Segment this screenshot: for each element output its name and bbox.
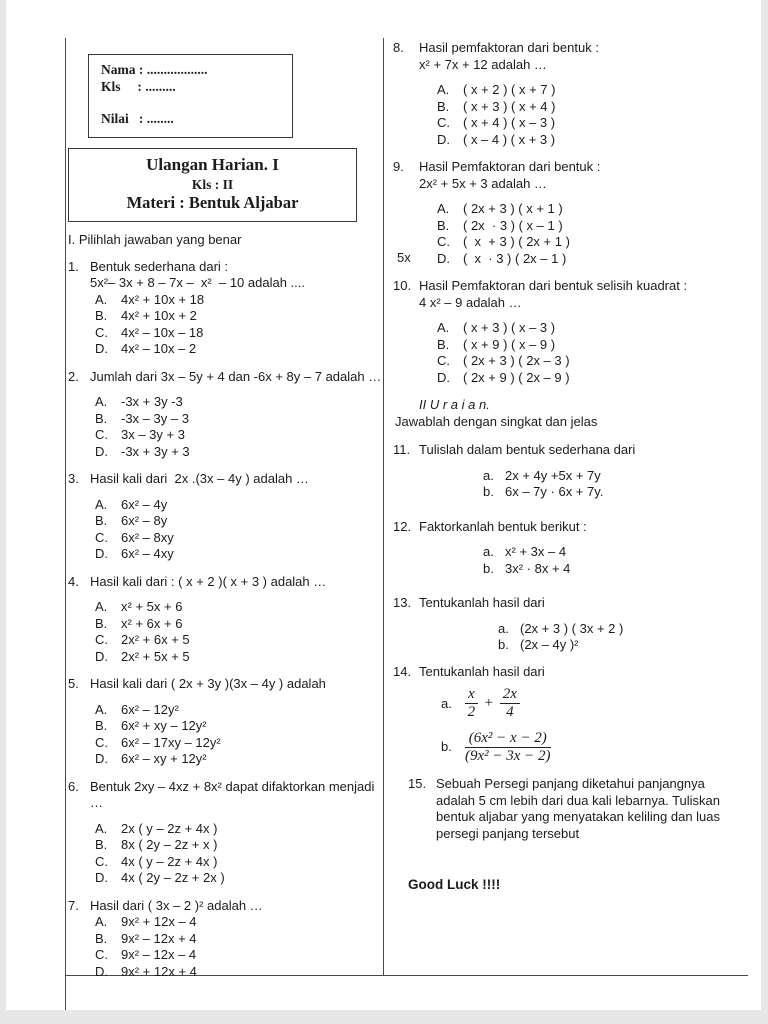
question-11 [393,442,747,501]
student-info-box [88,54,293,138]
option-letter: C. [95,427,108,443]
question-stem: Faktorkanlah bentuk berikut : [419,518,587,534]
sub-item-letter: b. [483,484,494,499]
sub-item-a [483,468,747,485]
question-stem: Bentuk sederhana dari : [90,258,229,274]
sub-item-text: (2x + 3 ) ( 3x + 2 ) [520,620,624,636]
question-stem: Hasil kali dari : ( x + 2 )( x + 3 ) adalah … [90,573,327,589]
option-letter: D. [437,250,450,266]
option-c [95,854,383,871]
sub-item-a [498,621,747,638]
option-d [95,341,383,358]
option-text: 8x ( 2y – 2z + x ) [121,837,218,853]
option-letter: A. [95,394,108,410]
question-15 [393,776,747,842]
fraction-numerator: (6x² − x − 2) [465,730,551,748]
question-10 [393,278,747,386]
question-number: 5. [68,676,79,692]
option-letter: C. [95,734,108,750]
kls-field: Kls : ......... [101,79,176,95]
option-letter: B. [437,217,450,233]
question-7 [68,898,383,981]
question-text: Sebuah Persegi panjang diketahui panjangnya adalah 5 cm lebih dari dua kali lebarnya. Tuliskan bentuk aljabar yang menyatakan keliling dan luas persegi panjang tersebut [436,776,721,841]
option-letter: D. [95,443,108,459]
sub-item-a [483,544,747,561]
question-stem: Hasil kali dari ( 2x + 3y )(3x – 4y ) adalah [90,676,326,692]
sub-item-letter: a. [498,620,509,636]
question-stem: Tulislah dalam bentuk sederhana dari [419,442,636,457]
options-list [437,320,747,386]
option-a [437,82,747,99]
option-text: ( x – 4 ) ( x + 3 ) [463,131,556,147]
option-letter: A. [95,914,108,930]
option-c [437,234,747,251]
option-d [95,751,383,768]
option-b [95,718,383,735]
option-letter: B. [95,308,108,324]
option-letter: B. [95,837,108,853]
option-text: x² + 6x + 6 [121,615,183,631]
option-letter: C. [95,632,108,648]
option-letter: D. [95,963,108,979]
option-text: ( x + 4 ) ( x – 3 ) [463,115,556,130]
question-stem: Hasil kali dari 2x .(3x – 4y ) adalah … [90,471,309,487]
option-letter: A. [437,320,450,335]
option-b [95,837,383,854]
option-a [437,320,747,337]
option-text: 9x² + 12x + 4 [121,963,197,979]
plus-operator: + [483,695,494,712]
question-number: 3. [68,471,79,487]
question-13 [393,595,747,654]
option-a [95,394,383,411]
option-d [95,546,383,563]
question-2 [68,369,383,461]
option-text: ( 2x + 3 ) ( x + 1 ) [463,201,563,216]
fraction [465,686,478,722]
option-text: 2x ( y – 2z + 4x ) [121,820,218,836]
question-8 [393,40,747,148]
margin-note: 5x [397,249,411,265]
option-b [95,308,383,325]
option-letter: C. [437,115,450,130]
sub-item-letter: a. [441,695,452,711]
option-text: ( x + 3 ) ( x – 3 ) [463,320,556,335]
options-list [95,599,383,665]
option-text: x² + 5x + 6 [121,599,183,615]
option-text: ( x + 9 ) ( x – 9 ) [463,336,556,352]
worksheet-page [6,0,761,1010]
option-letter: D. [95,546,108,562]
option-text: 6x² – 8xy [121,529,174,545]
option-text: 2x² + 6x + 5 [121,632,190,648]
options-list [95,821,383,887]
section-2-heading: II U r a i a n. [419,397,490,412]
title-box [68,148,357,222]
options-list [95,292,383,358]
option-d [95,649,383,666]
sub-item-text: 6x – 7y · 6x + 7y. [505,484,604,499]
sub-items [483,544,747,577]
option-d [437,251,747,268]
question-number: 15. [408,776,427,791]
option-letter: B. [95,930,108,946]
option-text: -3x + 3y + 3 [121,443,190,459]
question-stem: Hasil pemfaktoran dari bentuk : [419,40,599,55]
sub-items [498,621,747,654]
option-d [95,444,383,461]
option-letter: B. [95,615,108,631]
section-2-instruction: Jawablah dengan singkat dan jelas [395,413,598,429]
option-b [95,616,383,633]
options-list [397,201,747,267]
option-a [95,292,383,309]
option-letter: D. [437,131,450,147]
section-1-heading: I. Pilihlah jawaban yang benar [68,232,242,248]
option-letter: B. [437,336,450,352]
option-letter: A. [437,201,450,216]
option-text: ( x + 3 ) ( x + 4 ) [463,98,556,114]
option-text: 3x – 3y + 3 [121,427,185,443]
question-stem: Bentuk 2xy – 4xz + 8x² dapat difaktorkan menjadi … [90,778,378,811]
option-d [95,870,383,887]
option-letter: A. [95,496,108,512]
option-a [95,821,383,838]
option-letter: A. [95,701,108,717]
fraction-denominator: 2 [467,704,476,721]
question-stem-continued: 4 x² – 9 adalah … [419,294,522,310]
option-letter: B. [95,718,108,734]
sub-item-letter: a. [483,467,494,483]
option-b [437,337,747,354]
option-b [437,218,747,235]
question-1 [68,259,383,358]
option-text: ( x + 3 ) ( 2x + 1 ) [463,234,570,249]
exam-class: Kls : II [191,177,234,192]
question-stem: Hasil Pemfaktoran dari bentuk selisih kuadrat : [419,278,688,293]
question-number: 9. [393,159,404,174]
option-a [95,599,383,616]
question-stem: Jumlah dari 3x – 5y + 4 dan -6x + 8y – 7 adalah … [90,368,382,384]
option-b [437,99,747,116]
option-c [95,530,383,547]
option-text: 9x² – 12x + 4 [121,930,197,946]
question-stem-continued: x² + 7x + 12 adalah … [419,56,547,72]
question-number: 8. [393,40,404,55]
option-text: 6x² – 17xy – 12y² [121,734,221,750]
fraction-denominator: 4 [506,704,514,721]
option-text: 2x² + 5x + 5 [121,648,190,664]
option-text: 6x² – 12y² [121,701,179,717]
option-letter: B. [95,410,108,426]
question-6 [68,779,383,887]
sub-item-text: (2x – 4y )² [520,637,579,652]
column-divider-line [383,38,384,975]
option-letter: D. [95,870,108,886]
option-c [95,947,383,964]
option-letter: C. [95,947,108,963]
option-b [95,513,383,530]
question-9 [393,159,747,267]
option-text: 4x ( 2y – 2z + 2x ) [121,870,225,886]
options-list [95,702,383,768]
question-number: 14. [393,663,412,679]
question-number: 13. [393,595,412,610]
sub-items [483,468,747,501]
option-text: -3x + 3y -3 [121,394,183,410]
sub-item-letter: b. [441,739,452,754]
option-letter: D. [437,369,450,385]
nama-field: Nama : .................. [101,62,208,77]
option-text: 9x² + 12x – 4 [121,914,197,930]
question-number: 7. [68,897,79,913]
option-letter: C. [95,324,108,340]
sub-item-b-math [441,730,747,766]
options-list [95,497,383,563]
option-b [95,411,383,428]
sub-item-b [483,561,747,578]
question-number: 1. [68,258,79,274]
sub-item-letter: a. [483,544,494,559]
option-a [95,497,383,514]
option-a [95,914,383,931]
option-text: 4x² – 10x – 2 [121,341,197,357]
option-text: 6x² – 4y [121,496,168,512]
option-c [437,353,747,370]
option-d [95,964,383,981]
question-stem: Hasil dari ( 3x – 2 )² adalah … [90,897,263,913]
option-c [437,115,747,132]
option-letter: B. [95,513,108,529]
option-letter: D. [95,648,108,664]
option-text: ( 2x + 9 ) ( 2x – 9 ) [463,369,570,385]
question-14 [393,664,747,766]
sub-item-text: 2x + 4y +5x + 7y [505,467,601,483]
option-letter: A. [95,820,108,836]
nilai-field: Nilai : ........ [101,111,174,127]
question-number: 11. [393,442,411,457]
sub-item-letter: b. [483,560,494,576]
option-text: 6x² – 8y [121,513,168,529]
option-c [95,427,383,444]
option-letter: C. [437,234,450,249]
option-b [95,931,383,948]
option-text: 4x² + 10x + 18 [121,291,205,307]
question-stem: Tentukanlah hasil dari [419,663,545,679]
question-stem-continued: 2x² + 5x + 3 adalah … [419,175,547,191]
option-letter: A. [95,291,108,307]
fraction-numerator: 2x [500,686,520,704]
question-5 [68,676,383,768]
option-c [95,325,383,342]
sub-item-a-math [441,686,747,722]
option-text: ( x · 3 ) ( 2x – 1 ) [463,250,567,266]
question-stem: Tentukanlah hasil dari [419,595,545,610]
question-number: 10. [393,278,412,293]
options-list [95,914,383,980]
exam-title: Ulangan Harian. I [146,155,279,175]
option-text: 4x² + 10x + 2 [121,308,197,324]
question-12 [393,519,747,578]
question-number: 2. [68,368,79,384]
option-letter: B. [437,98,450,114]
sub-item-letter: b. [498,637,509,652]
options-list [437,82,747,148]
sub-item-b [483,484,747,501]
right-column [393,40,747,893]
option-letter: D. [95,751,108,767]
option-text: ( 2x · 3 ) ( x – 1 ) [463,217,563,233]
option-a [437,201,747,218]
option-d [437,370,747,387]
option-text: 4x ( y – 2z + 4x ) [121,853,218,869]
option-text: 9x² – 12x – 4 [121,947,197,963]
good-luck-note: Good Luck !!!! [408,877,501,892]
option-letter: C. [437,353,450,368]
option-letter: C. [95,853,108,869]
question-number: 6. [68,778,79,794]
question-number: 4. [68,573,79,589]
option-letter: A. [437,82,450,97]
question-stem: Hasil Pemfaktoran dari bentuk : [419,159,601,174]
sub-item-text: 3x² · 8x + 4 [505,560,571,576]
question-stem-continued: 5x²– 3x + 8 – 7x – x² – 10 adalah .... [90,275,305,291]
sub-item-b [498,637,747,654]
fraction [465,730,551,766]
fraction-denominator: (9x² − 3x − 2) [465,747,551,764]
question-number: 12. [393,518,412,534]
fraction-numerator: x [465,686,478,704]
options-list [95,394,383,460]
option-letter: C. [95,529,108,545]
option-text: 6x² – xy + 12y² [121,751,207,767]
exam-subject: Materi : Bentuk Aljabar [126,193,299,213]
option-a [95,702,383,719]
option-c [95,632,383,649]
question-3 [68,471,383,563]
option-text: -3x – 3y – 3 [121,410,189,426]
sub-item-text: x² + 3x – 4 [505,544,567,559]
option-letter: A. [95,599,108,615]
option-text: ( x + 2 ) ( x + 7 ) [463,82,556,97]
option-text: 6x² – 4xy [121,546,174,562]
left-border-line [65,38,66,1010]
option-text: 6x² + xy – 12y² [121,718,207,734]
question-4 [68,574,383,666]
fraction [500,686,520,722]
option-letter: D. [95,341,108,357]
option-d [437,132,747,149]
option-c [95,735,383,752]
left-column [68,40,383,991]
option-text: ( 2x + 3 ) ( 2x – 3 ) [463,353,570,368]
option-text: 4x² – 10x – 18 [121,324,204,340]
